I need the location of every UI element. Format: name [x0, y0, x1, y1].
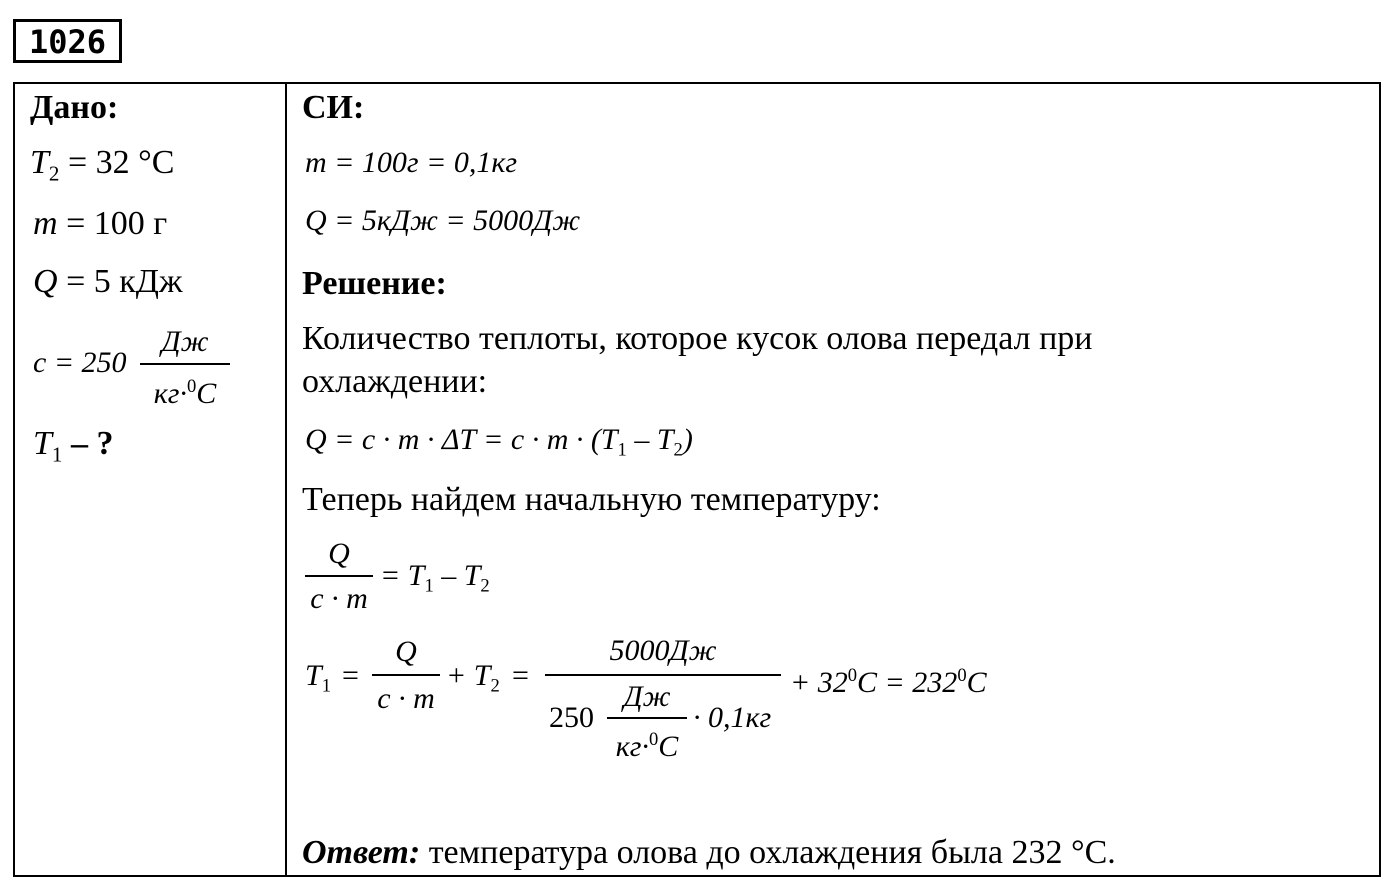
column-divider	[285, 82, 287, 877]
given-m	[33, 204, 167, 244]
given-t2-eq: = 32 °C	[59, 144, 175, 181]
solution-text1b: охлаждении:	[302, 363, 488, 400]
eq3-tail	[790, 656, 987, 703]
si-line1: m = 100г = 0,1кг	[305, 146, 518, 179]
given-c-num: Дж	[161, 325, 209, 358]
eq3-tail-a: + 32	[790, 666, 848, 700]
si-heading: СИ:	[302, 89, 365, 126]
given-m-var: m	[33, 205, 58, 242]
eq3-big-den-b: · 0,1кг	[693, 701, 772, 734]
si-line2: Q = 5кДж = 5000Дж	[305, 204, 581, 237]
eq2-fraction	[305, 535, 373, 619]
given-find-q: – ?	[62, 425, 114, 462]
eq2-rhs	[380, 556, 490, 607]
eq1-c: )	[682, 423, 693, 456]
eq3-inner-den-b: C	[658, 730, 679, 764]
eq3-tail-c: C	[966, 666, 987, 700]
given-find-var: T	[33, 425, 52, 462]
eq3-plus-a: + T	[446, 659, 491, 692]
problem-number-box	[13, 19, 122, 63]
eq3-inner-bar	[607, 717, 687, 719]
given-c-den-b: C	[196, 377, 217, 411]
answer-label: Ответ:	[302, 834, 421, 871]
eq3-equals2: =	[512, 659, 529, 692]
given-c-den-a: кг·	[153, 377, 187, 411]
problem-number: 1026	[28, 23, 107, 61]
eq3-inner-num: Дж	[623, 680, 671, 713]
eq2-rhs-b: – T	[433, 559, 481, 592]
eq3-equals1: =	[342, 659, 359, 692]
solution-heading: Решение:	[302, 265, 447, 302]
eq3-inner-den-sup: 0	[648, 729, 659, 750]
answer-text: температура олова до охлаждения была 232 °C.	[420, 834, 1116, 871]
eq1-b: – T	[626, 423, 674, 456]
eq3-f1-num: Q	[395, 635, 417, 668]
solution-text1: Количество теплоты, которое кусок олова передал при	[302, 320, 1093, 357]
solution-eq1	[305, 420, 693, 471]
answer-line	[302, 833, 1116, 873]
eq3-big-bar	[545, 674, 781, 676]
given-t2-var: T	[30, 144, 49, 181]
eq2-num: Q	[328, 537, 350, 570]
given-c-den	[140, 368, 230, 413]
eq3-big-den-a: 250	[549, 701, 594, 734]
eq3-big-num: 5000Дж	[609, 634, 717, 667]
eq3-fraction1	[372, 633, 440, 719]
given-find	[33, 424, 113, 474]
given-c-lhs: c = 250	[33, 346, 127, 379]
eq3-lhs-var: T	[305, 659, 322, 692]
eq2-s2: 2	[480, 575, 490, 597]
given-q-eq: = 5 кДж	[57, 263, 183, 300]
given-t2-sub: 2	[48, 161, 60, 186]
eq3-lhs	[305, 656, 331, 707]
given-m-eq: = 100 г	[57, 205, 168, 242]
given-t2	[30, 143, 174, 193]
eq3-big-fraction	[545, 630, 781, 762]
eq3-inner-den	[607, 722, 687, 765]
eq3-tail-sup1: 0	[847, 665, 858, 686]
eq3-lhs-sub: 1	[321, 675, 331, 697]
eq3-inner-fraction	[607, 680, 687, 764]
given-c-bar	[140, 363, 230, 365]
given-find-sub: 1	[51, 442, 63, 467]
eq2-s1: 1	[424, 575, 434, 597]
given-c-fraction	[140, 324, 230, 410]
eq3-inner-den-a: кг·	[615, 730, 649, 764]
eq2-bar	[305, 575, 373, 577]
eq3-tail-sup2: 0	[957, 665, 967, 686]
eq3-f1-bar	[372, 674, 440, 676]
eq1-s1: 1	[617, 439, 627, 461]
eq3-plus-sub: 2	[490, 675, 500, 697]
eq3-plus	[446, 656, 500, 707]
given-c-den-sup: 0	[186, 376, 197, 397]
given-q-var: Q	[33, 263, 58, 300]
eq2-rhs-a: = T	[380, 559, 425, 592]
eq1-a: Q = c · m · ΔT = c · m · (T	[305, 423, 618, 456]
given-q	[33, 262, 182, 302]
eq1-s2: 2	[673, 439, 683, 461]
eq3-f1-den: c · m	[377, 682, 435, 715]
given-heading: Дано:	[30, 89, 119, 126]
eq2-den: c · m	[310, 582, 368, 615]
eq3-tail-b: C = 232	[857, 666, 958, 700]
solution-text2: Теперь найдем начальную температуру:	[302, 481, 881, 518]
